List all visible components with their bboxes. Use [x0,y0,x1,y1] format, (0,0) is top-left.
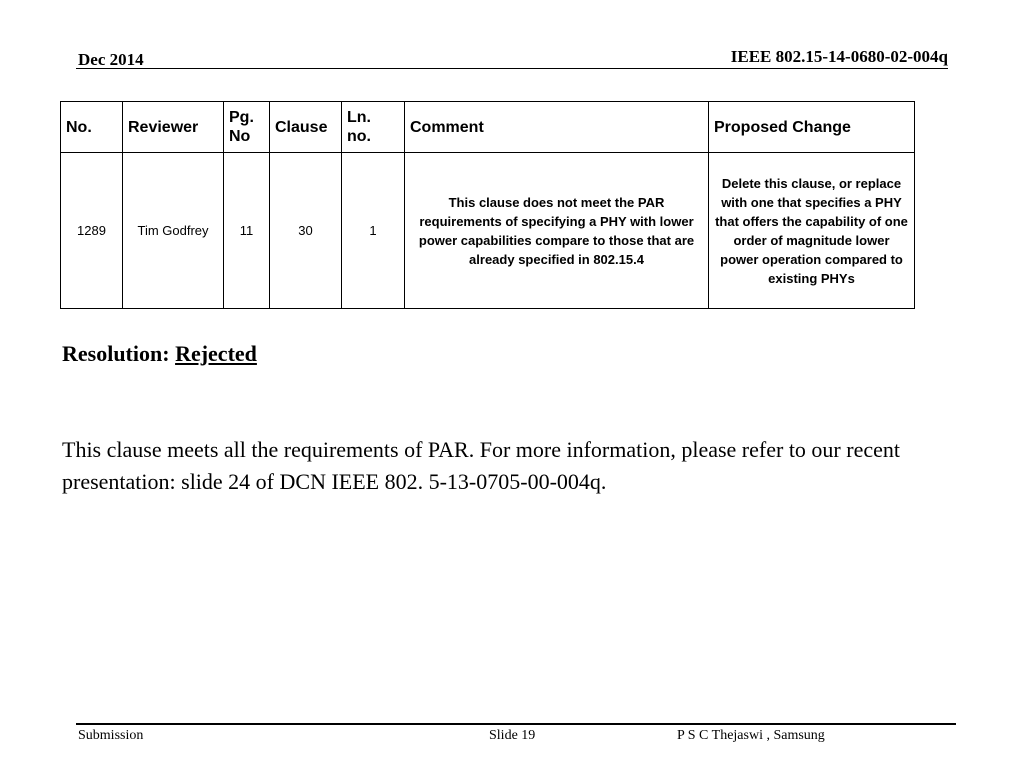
resolution-label: Resolution: [62,341,170,366]
footer-submission: Submission [78,728,144,743]
cell-comment: This clause does not meet the PAR requirements of specifying a PHY with lower power capabilities compare to those that are already specified in 802.15.4 [405,153,709,309]
footer-author: P S C Thejaswi , Samsung [677,728,825,743]
header-doc-id: IEEE 802.15-14-0680-02-004q [730,47,948,66]
column-header-ln-no: Ln. no. [342,102,405,153]
column-header-no: No. [61,102,123,153]
column-header-reviewer: Reviewer [123,102,224,153]
column-header-comment: Comment [405,102,709,153]
resolution-explanation: This clause meets all the requirements of PAR. For more information, please refer to our recent presentation: slide 24 of DCN IEEE 802. 5-13-0705-00-004q. [62,437,900,494]
column-header-proposed-change: Proposed Change [709,102,915,153]
table-row [61,153,915,309]
comment-table [60,101,915,309]
cell-no: 1289 [61,153,123,309]
cell-clause: 30 [270,153,342,309]
column-header-pg-no: Pg. No [224,102,270,153]
resolution-value: Rejected [175,341,257,366]
column-header-clause: Clause [270,102,342,153]
footer-rule [76,723,956,725]
cell-ln-no: 1 [342,153,405,309]
header-rule [76,68,948,69]
cell-reviewer: Tim Godfrey [123,153,224,309]
cell-proposed-change: Delete this clause, or replace with one that specifies a PHY that offers the capability of one order of magnitude lower power operation compared to existing PHYs [709,153,915,309]
footer-slide-number: Slide 19 [489,728,536,743]
resolution-line [62,341,257,367]
cell-pg-no: 11 [224,153,270,309]
table-header-row [61,102,915,153]
header-date: Dec 2014 [78,50,144,69]
